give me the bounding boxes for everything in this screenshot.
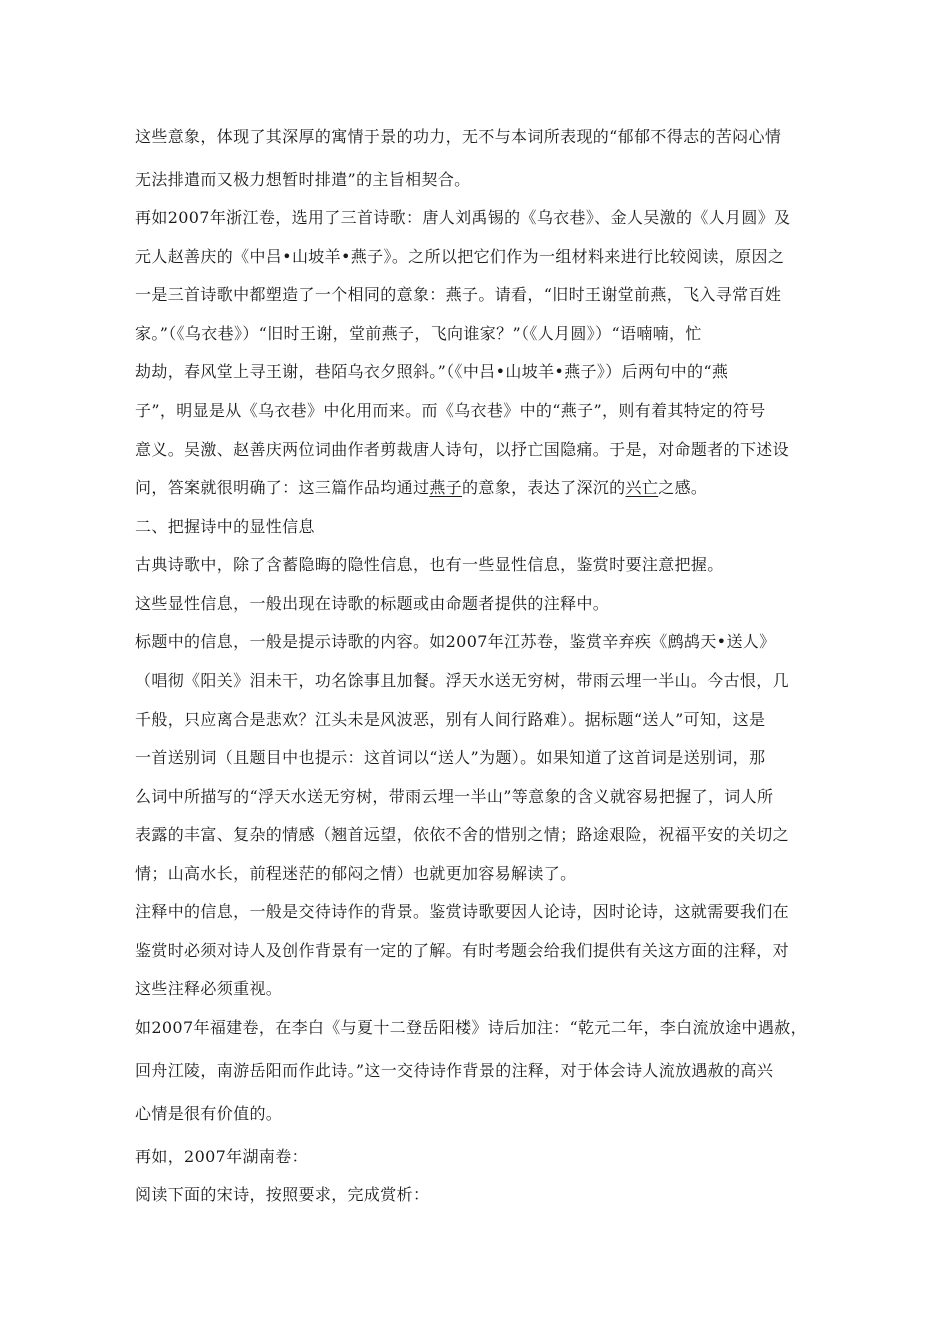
text-line: 古典诗歌中，除了含蓄隐晦的隐性信息，也有一些显性信息，鉴赏时要注意把握。 [135, 555, 724, 574]
text-line: 这些注释必须重视。 [135, 979, 283, 998]
text-line: 阅读下面的宋诗，按照要求，完成赏析： [135, 1185, 430, 1204]
text-line: 意义。吴激、赵善庆两位词曲作者剪裁唐人诗句，以抒亡国隐痛。于是，对命题者的下述设 [135, 440, 790, 459]
text-segment: 的意象，表达了深沉的 [462, 478, 626, 497]
text-line [135, 478, 707, 498]
text-line: 回舟江陵，南游岳阳而作此诗。”这一交待诗作背景的注释，对于体会诗人流放遇赦的高兴 [135, 1061, 774, 1080]
text-line: 注释中的信息，一般是交待诗作的背景。鉴赏诗歌要因人论诗，因时论诗，这就需要我们在 [135, 902, 790, 921]
text-line: 这些意象，体现了其深厚的寓情于景的功力，无不与本词所表现的“郁郁不得志的苦闷心情 [135, 127, 782, 146]
text-line: 千般，只应离合是悲欢？江头未是风波恶，别有人间行路难）。据标题“送人”可知，这是 [135, 710, 766, 729]
text-line: 家。”（《乌衣巷》）“旧时王谢，堂前燕子，飞向谁家？”（《人月圆》）“语喃喃，忙 [135, 324, 702, 343]
text-line: 劫劫，春风堂上寻王谢，巷陌乌衣夕照斜。”（《中吕•山坡羊•燕子》）后两句中的“燕 [135, 362, 729, 381]
text-line: （唱彻《阳关》泪未干，功名馀事且加餐。浮天水送无穷树，带雨云埋一半山。今古恨，几 [135, 671, 790, 690]
text-line: 么词中所描写的“浮天水送无穷树，带雨云埋一半山”等意象的含义就容易把握了，词人所 [135, 787, 774, 806]
text-line: 标题中的信息，一般是提示诗歌的内容。如2007年江苏卷，鉴赏辛弃疾《鹧鸪天•送人》 [135, 632, 776, 651]
text-segment: 之感。 [658, 478, 708, 497]
text-line: 鉴赏时必须对诗人及创作背景有一定的了解。有时考题会给我们提供有关这方面的注释，对 [135, 941, 790, 960]
text-line: 一是三首诗歌中都塑造了一个相同的意象：燕子。请看，“旧时王谢堂前燕，飞入寻常百姓 [135, 285, 782, 304]
text-line: 元人赵善庆的《中吕•山坡羊•燕子》。之所以把它们作为一组材料来进行比较阅读，原因之 [135, 247, 785, 266]
text-line: 再如2007年浙江卷，选用了三首诗歌：唐人刘禹锡的《乌衣巷》、金人吴激的《人月圆》及 [135, 208, 791, 227]
section-heading: 二、把握诗中的显性信息 [135, 517, 315, 536]
text-line: 一首送别词（且题目中也提示：这首词以“送人”为题）。如果知道了这首词是送别词，那 [135, 748, 766, 767]
text-line: 子”，明显是从《乌衣巷》中化用而来。而《乌衣巷》中的“燕子”，则有着其特定的符号 [135, 401, 766, 420]
text-line: 这些显性信息，一般出现在诗歌的标题或由命题者提供的注释中。 [135, 594, 610, 613]
text-line: 表露的丰富、复杂的情感（翘首远望，依依不舍的惜别之情；路途艰险，祝福平安的关切之 [135, 825, 790, 844]
text-line: 如2007年福建卷，在李白《与夏十二登岳阳楼》诗后加注：“乾元二年，李白流放途中遇赦， [135, 1018, 807, 1037]
underlined-term: 燕子 [429, 478, 463, 497]
text-line: 再如，2007年湖南卷： [135, 1147, 308, 1166]
text-line: 心情是很有价值的。 [135, 1104, 283, 1123]
underlined-term: 兴亡 [625, 478, 659, 497]
text-segment: 问，答案就很明确了：这三篇作品均通过 [135, 478, 430, 497]
text-line: 无法排遣而又极力想暂时排遣”的主旨相契合。 [135, 170, 471, 189]
text-line: 情；山高水长，前程迷茫的郁闷之情）也就更加容易解读了。 [135, 864, 577, 883]
